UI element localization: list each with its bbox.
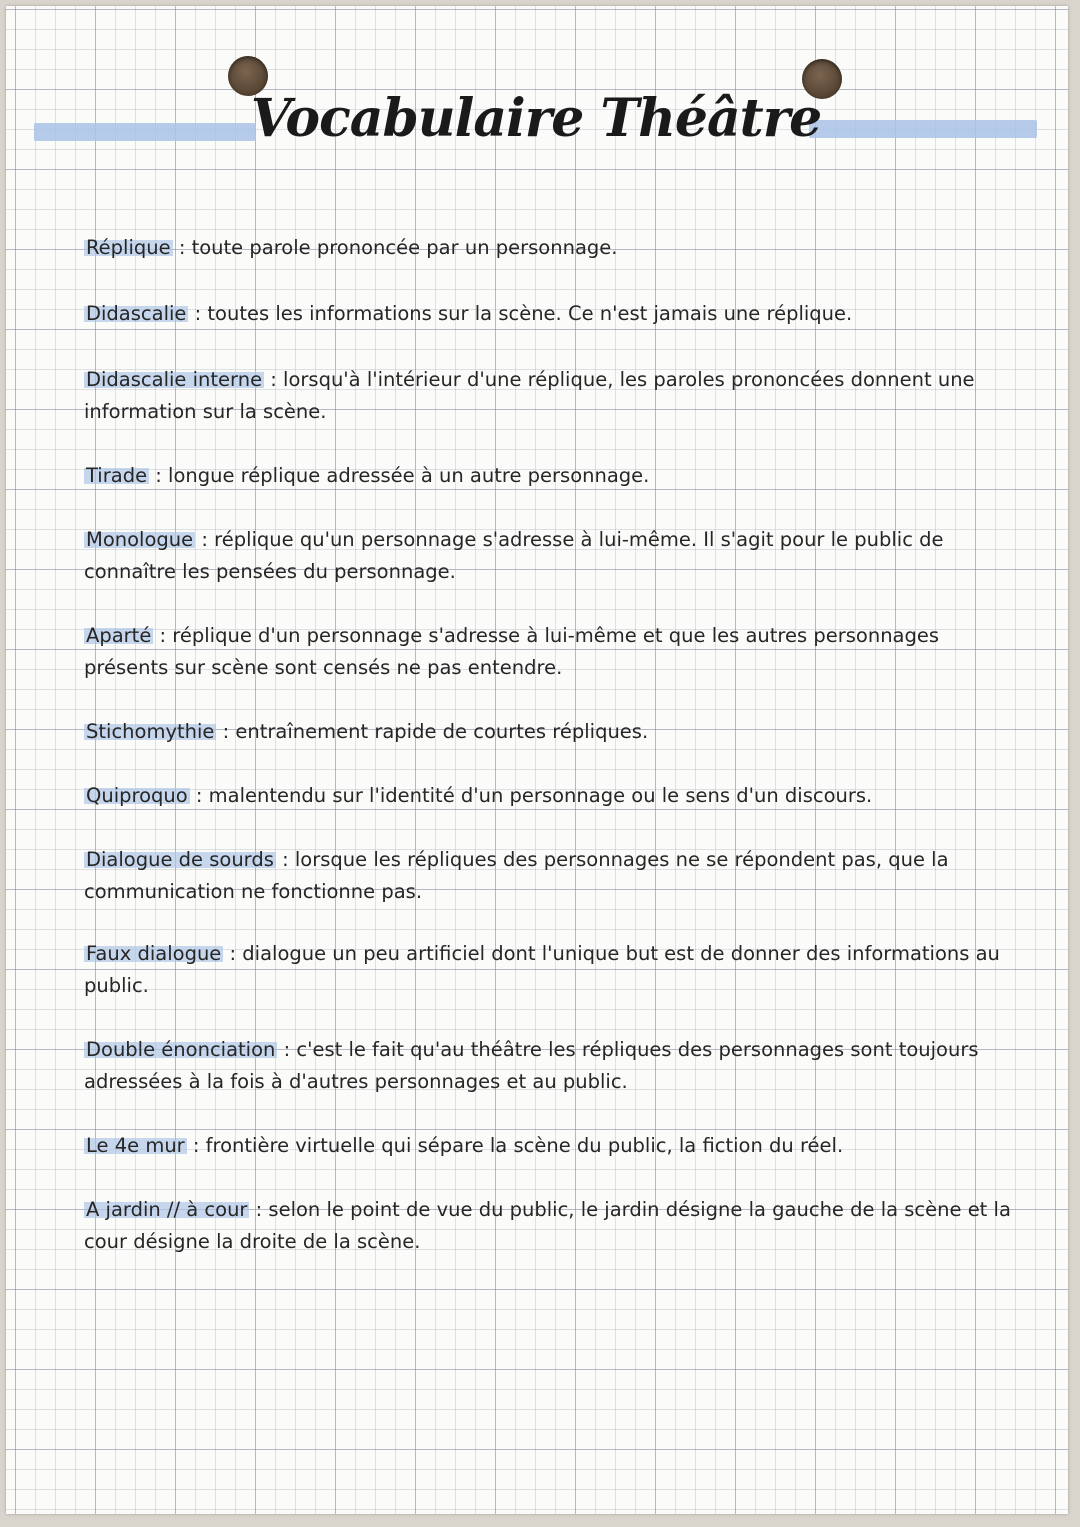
vocab-entry: Didascalie : toutes les informations sur la scène. Ce n'est jamais une réplique. <box>86 302 853 325</box>
page-title: Vocabulaire Théâtre <box>250 88 822 149</box>
vocab-definition: c'est le fait qu'au théâtre les répliques des personnages sont toujours adressées à la fois à d'autres personnages et au public. <box>84 1038 979 1093</box>
title-highlight-left <box>34 123 256 141</box>
vocab-entry: Stichomythie : entraînement rapide de courtes répliques. <box>86 720 649 743</box>
vocab-definition: toute parole prononcée par un personnage. <box>191 236 618 259</box>
vocab-entry: Quiproquo : malentendu sur l'identité d'un personnage ou le sens d'un discours. <box>86 784 873 807</box>
grid-paper-sheet <box>6 6 1068 1514</box>
vocab-entry: Faux dialogue : dialogue un peu artificiel dont l'unique but est de donner des informations au public. <box>84 942 1000 997</box>
vocab-term: Quiproquo <box>86 784 188 807</box>
vocab-term: Didascalie <box>86 302 187 325</box>
vocab-entry: A jardin // à cour : selon le point de vue du public, le jardin désigne la gauche de la scène et la cour désigne la droite de la scène. <box>84 1198 1011 1253</box>
vocab-term: Faux dialogue <box>86 942 222 965</box>
vocab-entry: Monologue : réplique qu'un personnage s'adresse à lui-même. Il s'agit pour le public de connaître les pensées du personnage. <box>84 528 944 583</box>
vocab-definition: lorsqu'à l'intérieur d'une réplique, les paroles prononcées donnent une information sur la scène. <box>84 368 975 423</box>
vocab-term: A jardin // à cour <box>86 1198 248 1221</box>
vocab-entry: Didascalie interne : lorsqu'à l'intérieur d'une réplique, les paroles prononcées donnent une information sur la scène. <box>84 368 975 423</box>
vocab-definition: toutes les informations sur la scène. Ce n'est jamais une réplique. <box>207 302 853 325</box>
vocab-term: Dialogue de sourds <box>86 848 274 871</box>
vocab-entry: Le 4e mur : frontière virtuelle qui sépare la scène du public, la fiction du réel. <box>86 1134 844 1157</box>
vocab-term: Stichomythie <box>86 720 215 743</box>
vocab-definition: malentendu sur l'identité d'un personnage ou le sens d'un discours. <box>208 784 873 807</box>
vocab-definition: entraînement rapide de courtes répliques. <box>235 720 649 743</box>
vocab-term: Didascalie interne <box>86 368 263 391</box>
vocab-entry: Aparté : réplique d'un personnage s'adresse à lui-même et que les autres personnages présents sur scène sont censés ne pas entendre. <box>84 624 940 679</box>
vocab-definition: frontière virtuelle qui sépare la scène du public, la fiction du réel. <box>205 1134 844 1157</box>
vocab-definition: lorsque les répliques des personnages ne se répondent pas, que la communication ne fonctionne pas. <box>84 848 949 903</box>
vocab-definition: réplique qu'un personnage s'adresse à lui-même. Il s'agit pour le public de connaître les pensées du personnage. <box>84 528 944 583</box>
vocab-entry: Tirade : longue réplique adressée à un autre personnage. <box>86 464 650 487</box>
vocab-term: Double énonciation <box>86 1038 276 1061</box>
vocab-term: Réplique <box>86 236 171 259</box>
vocab-definition: réplique d'un personnage s'adresse à lui-même et que les autres personnages présents sur scène sont censés ne pas entendre. <box>84 624 940 679</box>
vocab-definition: selon le point de vue du public, le jardin désigne la gauche de la scène et la cour désigne la droite de la scène. <box>84 1198 1011 1253</box>
vocab-definition: dialogue un peu artificiel dont l'unique but est de donner des informations au public. <box>84 942 1000 997</box>
title-highlight-right <box>809 120 1037 138</box>
vocab-term: Monologue <box>86 528 194 551</box>
vocab-term: Le 4e mur <box>86 1134 185 1157</box>
vocab-definition: longue réplique adressée à un autre personnage. <box>168 464 650 487</box>
vocab-entry: Dialogue de sourds : lorsque les répliques des personnages ne se répondent pas, que la communication ne fonctionne pas. <box>84 848 949 903</box>
vocab-term: Tirade <box>86 464 148 487</box>
vocab-entry: Double énonciation : c'est le fait qu'au théâtre les répliques des personnages sont toujours adressées à la fois à d'autres personnages et au public. <box>84 1038 979 1093</box>
vocab-entry: Réplique : toute parole prononcée par un personnage. <box>86 236 618 259</box>
vocab-term: Aparté <box>86 624 152 647</box>
